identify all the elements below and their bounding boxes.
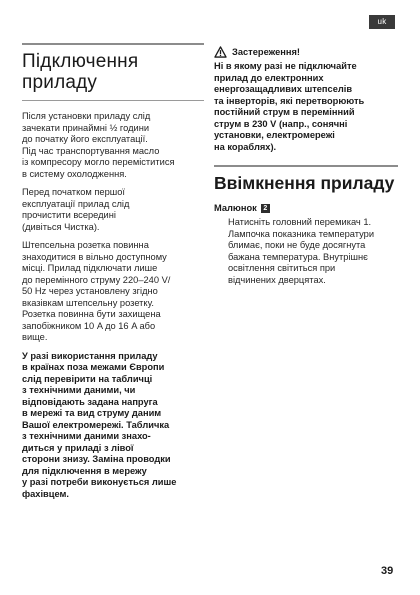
section-title-switch-on: Ввімкнення приладу	[214, 173, 395, 193]
paragraph-clean: Перед початком першої експлуатації прилад слід прочистити всередині (дивіться Чистка).	[22, 187, 130, 232]
section-rule	[22, 43, 204, 45]
paragraph-switch-on: Натисніть головний перемикач 1. Лампочка показника температури блимає, поки не буде досягнута бажана температура. Внутрішнє освітлення світиться при відчинених дверцятах.	[228, 217, 375, 285]
warning-text: Ні в якому разі не підключайте прилад до електронних енергозащадливих штепселів та інверторів, які перетворюють постійний струм в перемінний струм в 230 V (напр., сонячні установки, електромережі на кораблях).	[214, 61, 365, 152]
figure-label: Малюнок	[214, 203, 257, 213]
section-rule-thin	[22, 100, 204, 101]
warning-triangle-icon	[214, 46, 227, 58]
figure-reference	[214, 203, 398, 213]
section-rule	[214, 165, 398, 167]
page-number: 39	[381, 565, 394, 577]
paragraph-socket: Штепсельна розетка повинна знаходитися в вільно доступному місці. Прилад підключати лише до перемінного струму 220–240 V/ 50 Hz через установлену згідно вказівкам штепсельну розетку. Розетка повинна бути захищена запобіжником 10 A до 16 A або вище.	[22, 240, 171, 342]
language-badge: uk	[369, 15, 395, 29]
paragraph-wait: Після установки приладу слід зачекати принаймні ½ години до початку його експлуатації. Під час транспортування масло із компресору могло переміститися в систему охолодження.	[22, 111, 175, 179]
paragraph-outside-europe: У разі використання приладу в країнах поза межами Європи слід перевірити на табличці з технічними даними, чи відповідають задана напруга в мережі та вид струму даним Вашої електромережі. Табличка з технічними даними знахо- диться у приладі з лівої сторони знизу. Заміна проводки для підключення в мережу у разі потреби виконується лише фахівцем.	[22, 350, 177, 499]
figure-number-badge: 2	[261, 204, 270, 213]
warning-title: Застереження!	[232, 47, 301, 57]
left-column	[22, 43, 204, 507]
section-title-connect: Підключення приладу	[22, 51, 139, 93]
right-column	[214, 43, 398, 293]
warning-header	[214, 46, 398, 58]
